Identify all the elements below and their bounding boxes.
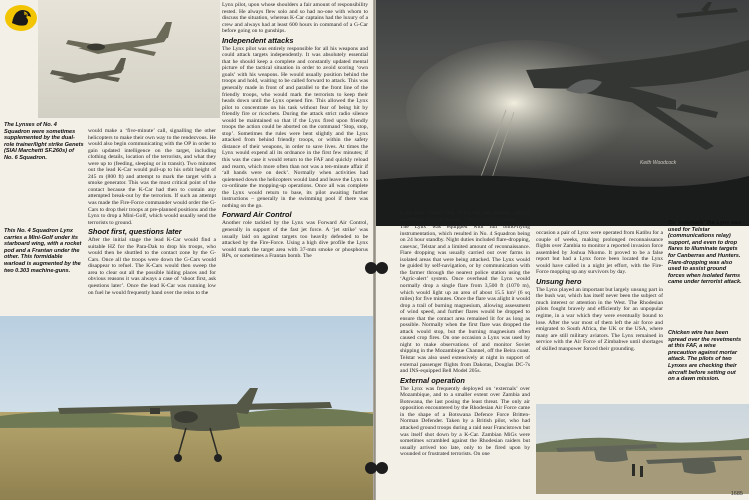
lynx-on-airstrip-photo — [0, 316, 373, 500]
painting-signature: Keith Woodcock — [640, 160, 677, 166]
body-paragraph: The Lynx was equipped with full blind-flying instrumentation, which resulted in No. 4 Squadron being on 24 hour standby. Night duties included flare-dropping, casevac, Telstar and a limited amount of reconnaissance. Flare dropping was usually carried out over farms in isolated areas that were being attacked. The Lynx would be guided by self-navigation, or by communication with the farmer through the nearest police station using the ‘Agric-alert’ system. Once overhead the Lynx would normally drop a single flare from 3,500 ft (1070 m), which would light up an area of about 15.5 km² (6 sq miles) for five minutes. Once the flare was alight it would drop a trail of burning magnesium, allowing assessment of wind speed, and further flares would be dropped to ensure that the contact area remained lit for as long as possible. Normally when the first flare was dropped the attack would stop, but the burning magnesium often caused crop fires. On one occasion a Lynx was used by night to make observations of and monitor Soviet shipping in the Mozambique Channel, off the Beira coast. Telstar was also used extensively at night in support of external passenger flights from Dakotas, Douglas DC-7s and INS-equipped Bell Model 205s. — [400, 224, 530, 375]
lion-emblem-icon — [4, 3, 38, 33]
section-heading-shoot-first: Shoot first, questions later — [88, 227, 182, 237]
lynx-night-painting — [376, 0, 749, 226]
section-heading-independent-attacks: Independent attacks — [222, 35, 294, 45]
body-paragraph: Another role tackled by the Lynx was Forward Air Control, generally in support of the fast jet force. A ‘jet strike’ was usually laid on against targets too heavily defended to be attacked by the Fire-Force. Using a high dive profile the Lynx would mark the target area with 37-mm smoke or phosphorus RPs, or sometimes a Frantan bomb. The — [222, 220, 368, 260]
right-column-1 — [400, 210, 530, 500]
body-paragraph: The Lynx pilot was entirely responsible for all his weapons and could attack targets independently. It was absolutely essential that he should keep a complete and constantly updated mental picture of the tactical situation in order to avoid scoring ‘own goals’ with his weapons. He would usually position behind the troops and hold, waiting to be called forward to attack. This was generally made in front of and parallel to the front line of the friendly troops, who would mark the terrorists to keep their heads down until the Lynx opened fire. This allowed the Lynx pilot to concentrate on his task without fear of being hit by friendly fire or ricochets. During the attack strict radio silence would be maintained so that if the Lynx fired upon friendly troops the action could be aborted on the command ‘Stop, stop, stop’. Sometimes the rules were bent slightly and the Lynx attacked from behind friendly troops, or within the safety distance of their weapons, in order to save lives. At times the Lynx would expend all its ordnance in the first few minutes; if this was the case it would return to the FAF and quickly reload and rearm, which more often than not was a ten-minute affair if ‘all hands were on deck’. Normally when activities had quietened down the helicopters would land and leave the Lynx to co-ordinate the mopping-up operations. Once all was complete the Lynx would return to base, its pilot awaiting further instructions – generally in the swimming pool if there was nothing on the go. — [222, 45, 368, 209]
body-paragraph: The Lynx played an important but largely unsung part in the bush war, which has itself never been the subject of much interest or attention in the West. The Rhodesian pilots fought bravely and efficiently for an unpopular regime, in a war which they were eventually bound to lose. After the war most of them left the air force and emigrated to South Africa, the UK or the USA, where many are still military aviators. The Lynx remained in service with the Air Force of Zimbabwe until shortages of skilled manpower forced their grounding. — [536, 286, 663, 352]
right-page — [376, 0, 749, 500]
body-paragraph: would make a ‘five-minute’ call, signalling the other helicopters to make their own way to the rendezvous. He would also begin communicating with the OP in order to gain updated intelligence on the target, including clothing details, location of the terrorists, and what they were up to (feeding, sleeping or in transit). Two minutes out the lead K-Car would pull-up to his orbit height of 245 m (800 ft) and attempt to mark the target with a smoke generator. This was the most critical point of the contact because the K-Car had then to contain any attempted break-out by the terrorists. If such an attempt was made the Fire-Force commander would order the G-Cars to drop their troops at pre-planned positions and the Lynx to drop a Mini-Golf, which would usually send the terrorists to ground. — [88, 128, 216, 226]
right-column-2 — [536, 230, 663, 402]
caption-lynx-warload: This No. 4 Squadron Lynx carries a Mini-Golf under its starboard wing, with a rocket pod and a Frantan under the other. This formidable warload is augmented by the two 0.303 machine-guns. — [4, 228, 82, 274]
body-paragraph: occasion a pair of Lynx were operated from Katibu for a couple of weeks, making prolonged reconnaissance flights over Zambia to monitor a reported invasion force assembled by Joshua Nkomo. It proved to be a false report but had a Lynx force been located the Lynx would have called in a night jet effort, with the Fire-Force mopping up any survivors by day. — [536, 230, 663, 276]
left-column-2 — [222, 2, 368, 314]
genet-formation-photo — [38, 0, 220, 118]
caption-externals: On ‘externals’ the Lynx was used for Telstar (communications relay) support, and even to drop flares to illuminate targets for Canberras and Hunters. Flare-dropping was also used to assist ground forces when isolated farms came under terrorist attack. — [668, 220, 742, 286]
left-page — [0, 0, 373, 500]
section-heading-forward-air-control: Forward Air Control — [222, 210, 292, 220]
caption-chicken-wire: Chicken wire has been spread over the revetments at this FAF, a wise precaution against mortar attack. The pilots of two Lynxes are checking their aircraft before setting out on a dawn mission. — [668, 330, 742, 383]
binder-hole — [376, 462, 388, 474]
page-number: 1685 — [730, 491, 743, 497]
left-column-1 — [88, 128, 216, 314]
binder-hole — [376, 262, 388, 274]
caption-genets: The Lynxes of No. 4 Squadron were sometimes supplemented by the dual-role trainer/light strike Genets (SIAI Marchetti SF.260s) of No. 6 Squadron. — [4, 122, 84, 161]
faf-revetment-photo — [536, 404, 749, 494]
body-paragraph: Lynx pilot would then direct the jets attacks, usually controlling pairs of Hunters, Vampires or Canberras. — [400, 210, 530, 223]
section-heading-unsung-hero: Unsung hero — [536, 276, 582, 286]
section-heading-external-operation: External operation — [400, 375, 465, 385]
body-paragraph: The Lynx was frequently deployed on ‘externals’ over Mozambique, and to a smaller extent over Zambia and Botswana, the last posing the least threat. The only air opposition encountered by the Rhodesian Air Force came in the shape of a Botswana Defence Force Britten-Norman Defender. Taken by a British pilot, who had attacked ground troops during a raid near Francistown but was itself shot down by a K-Car. Zambian MiGs were sometimes scrambled against the Rhodesian raiders but usually arrived too late, only to be fired upon by wounded or frustrated terrorists. On one — [400, 385, 530, 458]
body-paragraph: After the initial stage the lead K-Car would find a suitable HZ for the Para-Dak to drop his troops, who would then be shuttled to the contact zone by the G-Cars. Once all the troops were down the G-Cars would disappear to refuel. The K-Cars would then sweep the area to clear out all the possible hiding places and for obvious reasons it was always a case of ‘shoot first, ask questions later’. Once the lead K-Car was running low on fuel he would frequently hand over the reins to the — [88, 237, 216, 296]
body-paragraph: Lynx pilot, upon whose shoulders a fair amount of responsibility rested. He always flew solo and so had no-one with whom to discuss the situation, whereas K-Car captains had the luxury of a crew and always had at least 600 hours in command of a G-Car before going on to gunships. — [222, 2, 368, 35]
